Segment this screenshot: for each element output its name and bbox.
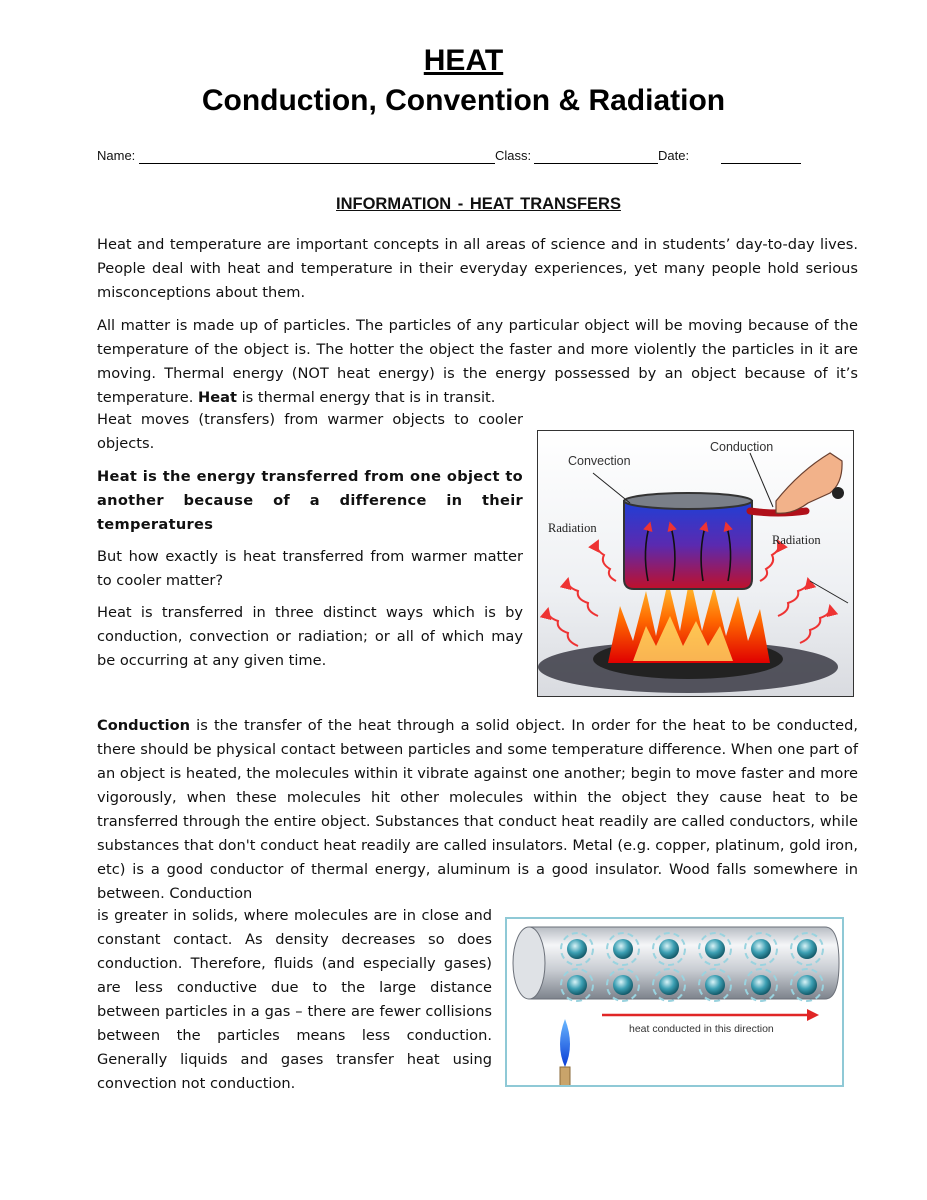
convection-label: Convection <box>568 454 631 468</box>
page-subtitle: Conduction, Convention & Radiation <box>201 84 726 117</box>
heat-direction-caption: heat conducted in this direction <box>629 1023 774 1035</box>
name-field[interactable] <box>139 163 495 164</box>
particle <box>613 939 633 959</box>
page-title: HEAT <box>423 44 504 77</box>
particle <box>705 939 725 959</box>
name-label: Name: <box>97 148 136 163</box>
particle <box>567 975 587 995</box>
class-label: Class: <box>495 148 532 163</box>
heat-definition: Heat is the energy transferred from one object to another because of a difference in their temperatures <box>97 468 523 533</box>
conduction-rod-diagram <box>505 917 844 1087</box>
radiation-label-right: Radiation <box>772 533 821 547</box>
particle <box>797 975 817 995</box>
matter-text-2: is thermal energy that is in transit. <box>236 389 496 406</box>
intro-paragraph: Heat and temperature are important concepts in all areas of science and in students’ day-to-day lives. People deal with heat and temperature in their everyday experiences, yet many people hold serious misconceptions about them. <box>97 236 858 301</box>
three-ways-paragraph: Heat is transferred in three distinct ways which is by conduction, convection or radiation; or all of which may be occurring at any given time. <box>97 604 523 669</box>
heat-keyword: Heat <box>198 389 237 406</box>
heat-transfer-diagram <box>537 430 854 697</box>
question-paragraph: But how exactly is heat transferred from warmer matter to cooler matter? <box>97 548 523 589</box>
particle <box>613 975 633 995</box>
conduction-continued-paragraph: is greater in solids, where molecules are in close and constant contact. As density decreases so does conduction. Therefore, fluids (and especially gases) are less conductive due to the large distance between particles in a gas – there are fewer collisions between the particles means less conduction. Generally liquids and gases transfer heat using convection not conduction. <box>97 907 492 1092</box>
particle <box>705 975 725 995</box>
heat-moves-paragraph: Heat moves (transfers) from warmer objects to cooler objects. <box>97 411 523 452</box>
student-info-row <box>97 146 817 168</box>
class-field[interactable] <box>534 163 658 164</box>
radiation-label-left: Radiation <box>548 521 597 535</box>
particle <box>659 939 679 959</box>
particle <box>751 939 771 959</box>
date-field[interactable] <box>721 163 801 164</box>
conduction-keyword: Conduction <box>97 717 191 734</box>
conduction-text: is the transfer of the heat through a solid object. In order for the heat to be conducted, there should be physical contact between particles and some temperature difference. When one part of an object is heated, the molecules within it vibrate against one another; begin to move faster and more vigorously, when these molecules hit other molecules within the object they cause heat to be transferred through the entire object. Substances that conduct heat readily are called conductors, while substances that don't conduct heat readily are called insulators. Metal (e.g. copper, platinum, gold iron, etc) is a good conductor of thermal energy, aluminum is a good insulator. Wood falls somewhere in between. Conduction <box>97 717 858 902</box>
conduction-label: Conduction <box>710 440 774 454</box>
matter-paragraph <box>97 314 858 410</box>
particle <box>797 939 817 959</box>
matter-text-1: All matter is made up of particles. The particles of any particular object will be moving because of the temperature of the object is. The hotter the object the faster and more violently the particles in it are moving. Thermal energy (NOT heat energy) is the energy possessed by an object because of it’s temperature. <box>97 317 858 406</box>
particle <box>659 975 679 995</box>
section-heading: INFORMATION - HEAT TRANSFERS <box>336 195 621 213</box>
date-label: Date: <box>658 148 690 163</box>
particle <box>751 975 771 995</box>
conduction-paragraph <box>97 714 858 906</box>
particle <box>567 939 587 959</box>
